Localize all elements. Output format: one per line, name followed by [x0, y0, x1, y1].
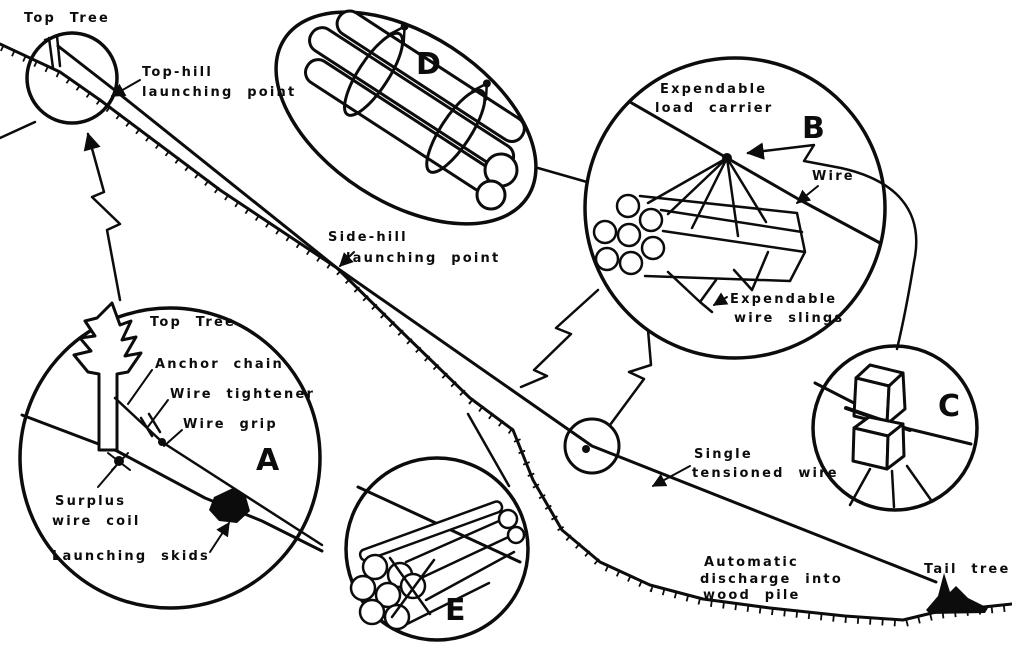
tripod-legs [850, 466, 931, 507]
callout-bolt-b-to-slope [521, 290, 598, 387]
detail-b-letter: B [802, 111, 825, 146]
surplus-coil-label-line2: wire coil [52, 514, 141, 529]
detail-b-log-bundle [594, 195, 805, 281]
wire-slings-leader [714, 297, 727, 305]
side-hill-label-line2: launching point [346, 251, 501, 266]
detail-d-letter: D [416, 47, 441, 82]
side-hill-label-line1: Side-hill [328, 230, 408, 245]
top-pole-log [359, 500, 504, 562]
wire-slings-label-line1: Expendable [730, 292, 838, 307]
tail-tree-label: Tail tree [924, 562, 1011, 577]
surplus-coil-leader [98, 466, 116, 487]
tail-tree-icon [926, 573, 988, 614]
wire-tightener-label: Wire tightener [170, 387, 316, 402]
discharge-label-line2: discharge into [700, 572, 843, 587]
wire-slings-label-line2: wire slings [734, 311, 845, 326]
log-end [620, 252, 642, 274]
load-carrier-label-line2: load carrier [655, 101, 774, 116]
log-end [477, 181, 505, 209]
log-end [596, 248, 618, 270]
detail-a [20, 303, 322, 608]
top-anchor-circle [27, 33, 117, 123]
pine-tree-icon [74, 303, 141, 450]
discharge-label-line1: Automatic [704, 555, 799, 570]
top-tree-label: Top Tree [24, 11, 110, 26]
detail-a-top-tree-label: Top Tree [150, 315, 236, 330]
log-end [594, 221, 616, 243]
top-hill-label-line1: Top-hill [142, 65, 213, 80]
log-end [618, 224, 640, 246]
wire-grip-dot [582, 445, 590, 453]
log-end [360, 600, 384, 624]
log-end [640, 209, 662, 231]
detail-e [346, 458, 528, 640]
surplus-wire-coil-mark [108, 453, 130, 470]
detail-b [585, 58, 885, 358]
detail-a-ground-line [22, 415, 322, 551]
connector-d-to-b [538, 168, 587, 182]
detail-a-letter: A [256, 443, 280, 478]
detail-a-wire-downslope [162, 442, 322, 545]
side-hill-launching-point [328, 230, 500, 266]
log-end [642, 237, 664, 259]
wire-label-leader [797, 186, 818, 203]
discharge-label-line3: wood pile [703, 588, 801, 603]
wire-grip-label: Wire grip [183, 417, 278, 432]
wire-grip-leader [164, 430, 182, 446]
grip-device [846, 365, 931, 507]
surplus-coil-label-line1: Surplus [55, 494, 127, 509]
detail-c [813, 346, 977, 510]
discharge-callout [700, 555, 843, 603]
top-tree-stub [45, 34, 62, 68]
callout-bolt-a [88, 134, 120, 300]
launching-skids-leader [210, 523, 229, 552]
launching-skids-label: Launching skids [52, 549, 210, 564]
detail-c-letter: C [938, 389, 961, 424]
detail-d [239, 0, 574, 267]
log-end [351, 576, 375, 600]
log-end [617, 195, 639, 217]
callout-bolt-b-to-wire-circle [610, 330, 651, 425]
log-tip [499, 510, 517, 528]
anchor-tail-line [0, 122, 35, 138]
top-hill-label-line2: launching point [142, 85, 297, 100]
log-tip [508, 527, 524, 543]
top-hill-launching-point [112, 65, 296, 100]
anchor-chain-leader [128, 370, 152, 404]
wire-label: Wire [812, 169, 855, 184]
detail-e-letter: E [445, 593, 466, 628]
single-wire-label-line2: tensioned wire [692, 466, 839, 481]
top-tree-anchor-zone [27, 33, 117, 123]
load-carrier-label-line1: Expendable [660, 82, 768, 97]
single-wire-label-line1: Single [694, 447, 753, 462]
anchor-chain-label: Anchor chain [155, 357, 284, 372]
